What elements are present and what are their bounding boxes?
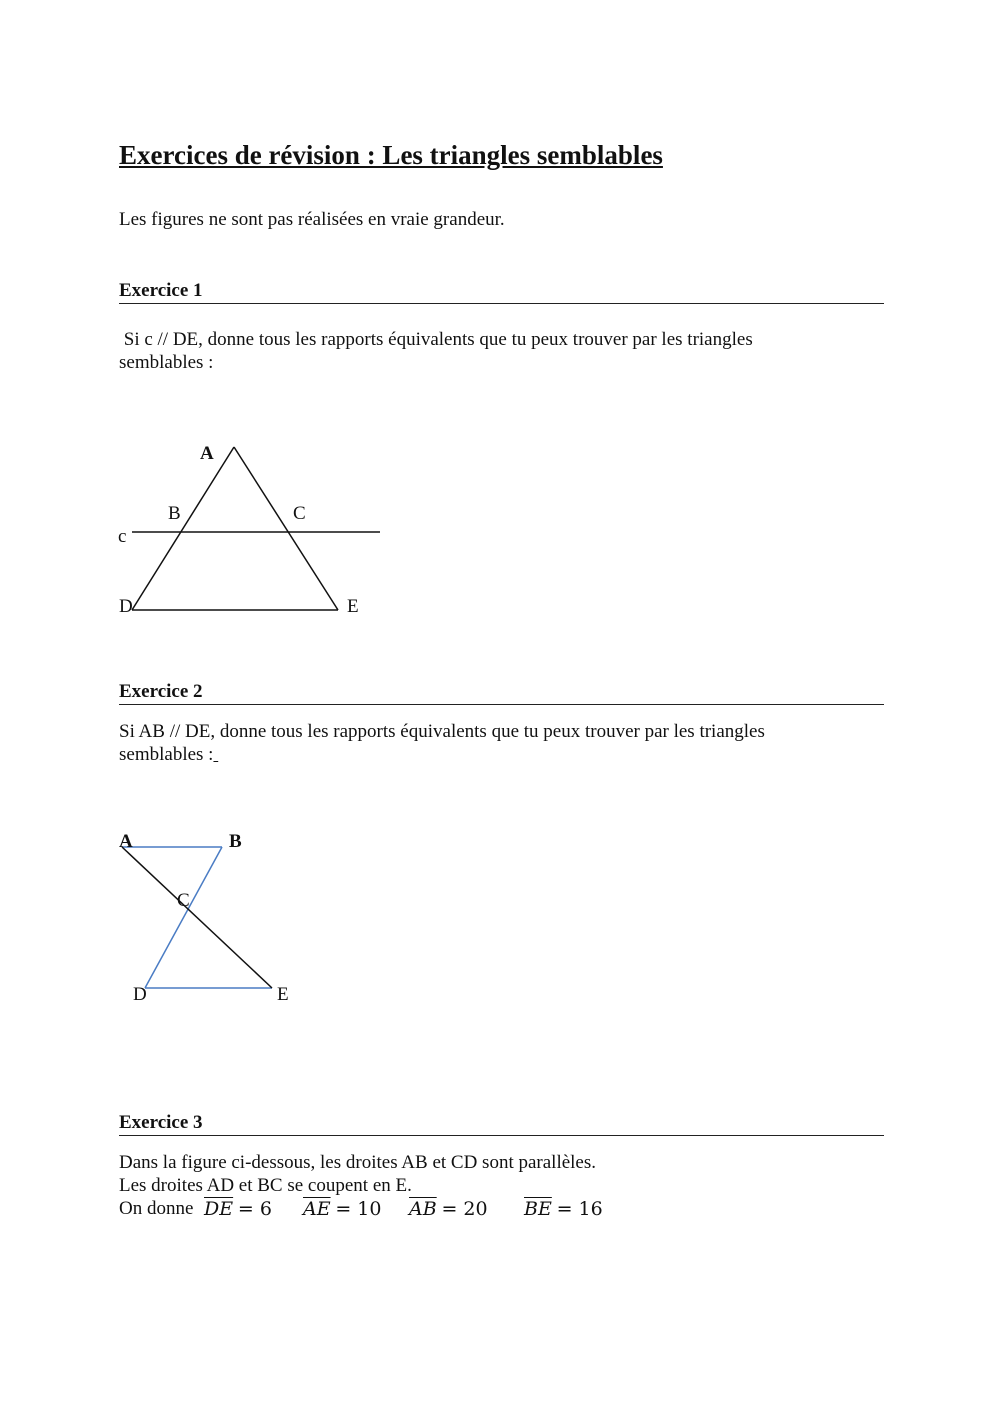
given-AE (303, 1198, 381, 1221)
given-BE (524, 1198, 603, 1221)
value-AE: = 10 (335, 1198, 382, 1220)
label-C: C (177, 890, 190, 911)
side-AE (234, 447, 338, 610)
label-E: E (277, 984, 289, 1005)
label-B: B (229, 831, 242, 852)
intro-note: Les figures ne sont pas réalisées en vraie grandeur. (119, 209, 505, 230)
label-E: E (347, 596, 359, 617)
segment-BD (145, 847, 222, 988)
exercise-3-line-2: Les droites AD et BC se coupent en E. (119, 1175, 412, 1196)
label-c: c (118, 526, 127, 547)
segment-AE-label: $\overline{AE}$ (303, 1198, 331, 1220)
value-AB: = 20 (441, 1198, 488, 1220)
segment-BE-label: $\overline{BE}$ (524, 1198, 552, 1220)
segment-AE (122, 847, 272, 988)
exercise-1-statement (119, 328, 879, 374)
page-title: Exercices de révision : Les triangles semblables (119, 140, 663, 170)
side-AD (132, 447, 234, 610)
exercise-2-line-1: Si AB // DE, donne tous les rapports équivalents que tu peux trouver par les triangles (119, 721, 765, 742)
exercise-3-statement (119, 1151, 879, 1197)
given-AB (409, 1198, 488, 1221)
given-prefix: On donne (119, 1198, 194, 1219)
exercise-3-heading: Exercice 3 (119, 1112, 884, 1136)
label-A: A (200, 443, 214, 464)
label-D: D (133, 984, 147, 1005)
label-A: A (119, 831, 133, 852)
exercise-2-heading: Exercice 2 (119, 681, 884, 705)
label-B: B (168, 503, 181, 524)
segment-DE-label: $\overline{DE}$ (204, 1198, 234, 1220)
exercise-1-line-1: Si c // DE, donne tous les rapports équivalents que tu peux trouver par les triangles (119, 329, 753, 350)
label-C: C (293, 503, 306, 524)
exercise-1-figure (110, 435, 400, 625)
exercise-2-statement (119, 720, 879, 766)
value-BE: = 16 (556, 1198, 603, 1220)
segment-AB-label: $\overline{AB}$ (409, 1198, 437, 1220)
exercise-1-heading: Exercice 1 (119, 280, 884, 304)
value-DE: = 6 (237, 1198, 272, 1220)
label-D: D (119, 596, 133, 617)
exercise-2-figure (110, 825, 310, 1010)
exercise-3-line-1: Dans la figure ci-dessous, les droites AB et CD sont parallèles. (119, 1152, 597, 1173)
exercise-2-line-2 (119, 743, 879, 766)
exercise-2-line-2-text: semblables : (119, 744, 214, 765)
given-DE (204, 1198, 272, 1221)
exercise-1-line-2: semblables : (119, 352, 214, 373)
